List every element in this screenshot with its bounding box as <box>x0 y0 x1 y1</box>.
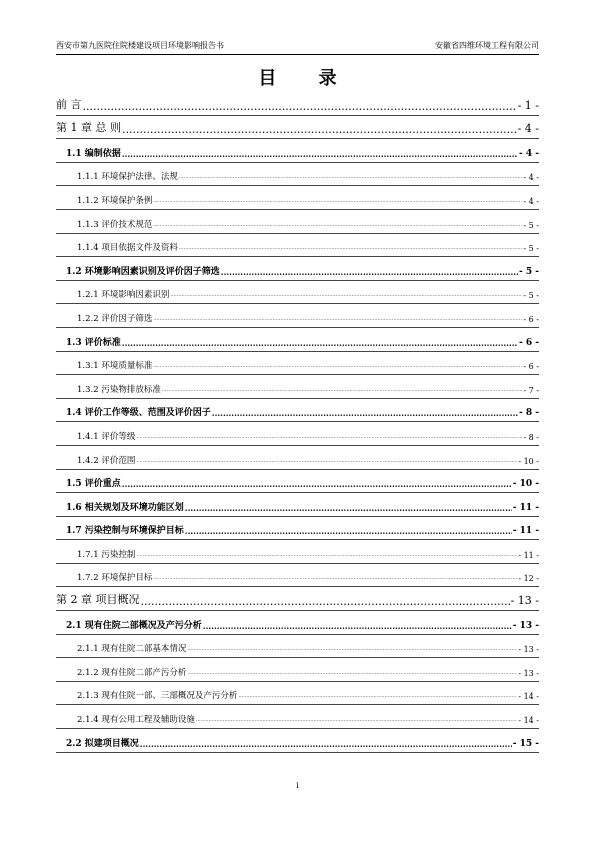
toc-entry[interactable] <box>56 328 539 352</box>
toc-entry[interactable] <box>56 587 539 611</box>
toc-entry-page: - 6 - <box>519 337 539 348</box>
toc-entry-page: - 5 - <box>523 244 539 254</box>
toc-entry[interactable] <box>56 375 539 399</box>
toc-entry-title: 1.3.1 环境质量标准 <box>77 361 153 372</box>
toc-entry-page: - 13 - <box>510 594 539 608</box>
toc-entry-title: 1.2 环境影响因素识别及评价因子筛选 <box>66 266 220 277</box>
toc-entry[interactable] <box>56 470 539 494</box>
toc-entry[interactable] <box>56 540 539 564</box>
toc-entry-title: 1.4.2 评价范围 <box>77 455 136 466</box>
toc-dot-leader <box>179 172 523 182</box>
toc-entry[interactable] <box>56 564 539 588</box>
toc-entry-page: - 10 - <box>512 479 539 490</box>
toc-dot-leader <box>122 149 518 159</box>
toc-entry-page: - 5 - <box>519 266 539 277</box>
toc-entry-title: 2.2 拟建项目概况 <box>66 738 139 749</box>
toc-entry-title: 1.1.3 评价技术规范 <box>77 219 153 230</box>
toc-entry-title: 1.7.2 环境保护目标 <box>77 573 153 584</box>
toc-entry[interactable] <box>56 422 539 446</box>
toc-entry-page: - 14 - <box>518 716 539 726</box>
toc-dot-leader <box>221 267 518 277</box>
toc-entry[interactable] <box>56 116 539 140</box>
toc-dot-leader <box>185 526 512 536</box>
toc-entry-title: 2.1.2 现有住院二部产污分析 <box>77 667 187 678</box>
toc-dot-leader <box>187 668 517 678</box>
toc-dot-leader <box>185 503 512 513</box>
toc-dot-leader <box>153 361 522 371</box>
toc-entry-title: 1.7.1 污染控制 <box>77 549 136 560</box>
toc-dot-leader <box>170 290 522 300</box>
toc-dot-leader <box>196 715 517 725</box>
toc-entry[interactable] <box>56 729 539 753</box>
toc-entry-page: - 4 - <box>523 196 539 206</box>
toc-dot-leader <box>187 644 517 654</box>
toc-dot-leader <box>141 597 510 607</box>
toc-dot-leader <box>153 220 522 230</box>
toc-entry-page: - 6 - <box>523 362 539 372</box>
toc-dot-leader <box>83 102 517 112</box>
toc-entry[interactable] <box>56 682 539 706</box>
toc-entry[interactable] <box>56 705 539 729</box>
toc-entry-title: 2.1.3 现有住院一部、三部概况及产污分析 <box>77 691 238 702</box>
toc-entry-title: 1.3.2 污染物排放标准 <box>77 384 161 395</box>
toc-entry-title: 前 言 <box>56 97 82 111</box>
footer-page-number: i <box>296 781 299 790</box>
toc-entry[interactable] <box>56 281 539 305</box>
toc-entry-title: 1.2.2 评价因子筛选 <box>77 313 153 324</box>
toc-entry[interactable] <box>56 352 539 376</box>
toc-entry-page: - 4 - <box>519 148 539 159</box>
toc-entry[interactable] <box>56 658 539 682</box>
toc-entry-page: - 11 - <box>512 502 539 513</box>
toc-entry-page: - 14 - <box>518 692 539 702</box>
toc-entry-title: 1.4 评价工作等级、范围及评价因子 <box>66 408 211 419</box>
toc-dot-leader <box>136 550 517 560</box>
toc-dot-leader <box>153 573 517 583</box>
toc-entry-page: - 12 - <box>518 574 539 584</box>
toc-entry-page: - 13 - <box>518 668 539 678</box>
toc-entry-title: 2.1.4 现有公用工程及辅助设施 <box>77 715 195 726</box>
toc-entry-title: 1.1.2 环境保护条例 <box>77 195 153 206</box>
header-company-name: 安徽省四维环境工程有限公司 <box>435 41 539 50</box>
toc-dot-leader <box>179 243 523 253</box>
toc-entry[interactable] <box>56 210 539 234</box>
toc-entry[interactable] <box>56 92 539 116</box>
toc-dot-leader <box>122 338 518 348</box>
toc-entry[interactable] <box>56 635 539 659</box>
toc-entry-page: - 5 - <box>523 220 539 230</box>
toc-dot-leader <box>122 479 512 489</box>
table-of-contents <box>56 92 539 753</box>
header-report-title: 西安市第九医院住院楼建设项目环境影响报告书 <box>56 41 224 50</box>
toc-entry[interactable] <box>56 517 539 541</box>
toc-entry-page: - 4 - <box>523 173 539 183</box>
toc-entry[interactable] <box>56 399 539 423</box>
toc-entry-page: - 13 - <box>518 645 539 655</box>
toc-entry-title: 2.1 现有住院二部概况及产污分析 <box>66 620 202 631</box>
toc-entry[interactable] <box>56 186 539 210</box>
toc-dot-leader <box>153 196 522 206</box>
toc-entry-title: 1.5 评价重点 <box>66 479 121 490</box>
toc-entry-title: 1.1 编制依据 <box>66 148 121 159</box>
toc-dot-leader <box>212 408 518 418</box>
toc-entry-page: - 11 - <box>512 526 539 537</box>
toc-entry[interactable] <box>56 611 539 635</box>
page-footer <box>0 781 595 790</box>
toc-entry-page: - 11 - <box>518 550 539 560</box>
toc-entry-title: 1.6 相关规划及环境功能区划 <box>66 502 184 513</box>
toc-entry[interactable] <box>56 139 539 163</box>
toc-dot-leader <box>122 125 517 135</box>
toc-entry-page: - 8 - <box>519 408 539 419</box>
toc-dot-leader <box>203 621 512 631</box>
toc-entry-page: - 10 - <box>518 456 539 466</box>
toc-entry[interactable] <box>56 446 539 470</box>
toc-entry-title: 1.3 评价标准 <box>66 337 121 348</box>
toc-entry-page: - 4 - <box>517 122 539 136</box>
toc-dot-leader <box>153 314 522 324</box>
toc-entry-page: - 6 - <box>523 314 539 324</box>
toc-entry-title: 1.2.1 环境影响因素识别 <box>77 290 170 301</box>
toc-entry-page: - 13 - <box>512 620 539 631</box>
toc-title: 目 录 <box>258 68 355 89</box>
toc-entry-page: - 1 - <box>517 98 539 112</box>
toc-dot-leader <box>238 691 517 701</box>
toc-entry-page: - 5 - <box>523 291 539 301</box>
toc-entry-page: - 8 - <box>523 432 539 442</box>
toc-entry[interactable] <box>56 257 539 281</box>
page-header <box>56 38 539 55</box>
toc-dot-leader <box>162 385 523 395</box>
toc-entry[interactable] <box>56 304 539 328</box>
toc-entry-title: 1.1.1 环境保护法律、法规 <box>77 172 178 183</box>
toc-entry-title: 第 2 章 项目概况 <box>56 593 140 607</box>
toc-entry-title: 1.7 污染控制与环境保护目标 <box>66 526 184 537</box>
toc-entry-page: - 7 - <box>523 385 539 395</box>
toc-entry-title: 2.1.1 现有住院二部基本情况 <box>77 644 187 655</box>
toc-dot-leader <box>136 432 522 442</box>
toc-entry[interactable] <box>56 493 539 517</box>
toc-entry-title: 1.1.4 项目依据文件及资料 <box>77 243 178 254</box>
toc-entry[interactable] <box>56 163 539 187</box>
toc-entry-title: 第 1 章 总 则 <box>56 121 121 135</box>
toc-entry-title: 1.4.1 评价等级 <box>77 431 136 442</box>
toc-dot-leader <box>136 456 517 466</box>
toc-entry-page: - 15 - <box>512 738 539 749</box>
toc-entry[interactable] <box>56 234 539 258</box>
toc-dot-leader <box>140 739 512 749</box>
